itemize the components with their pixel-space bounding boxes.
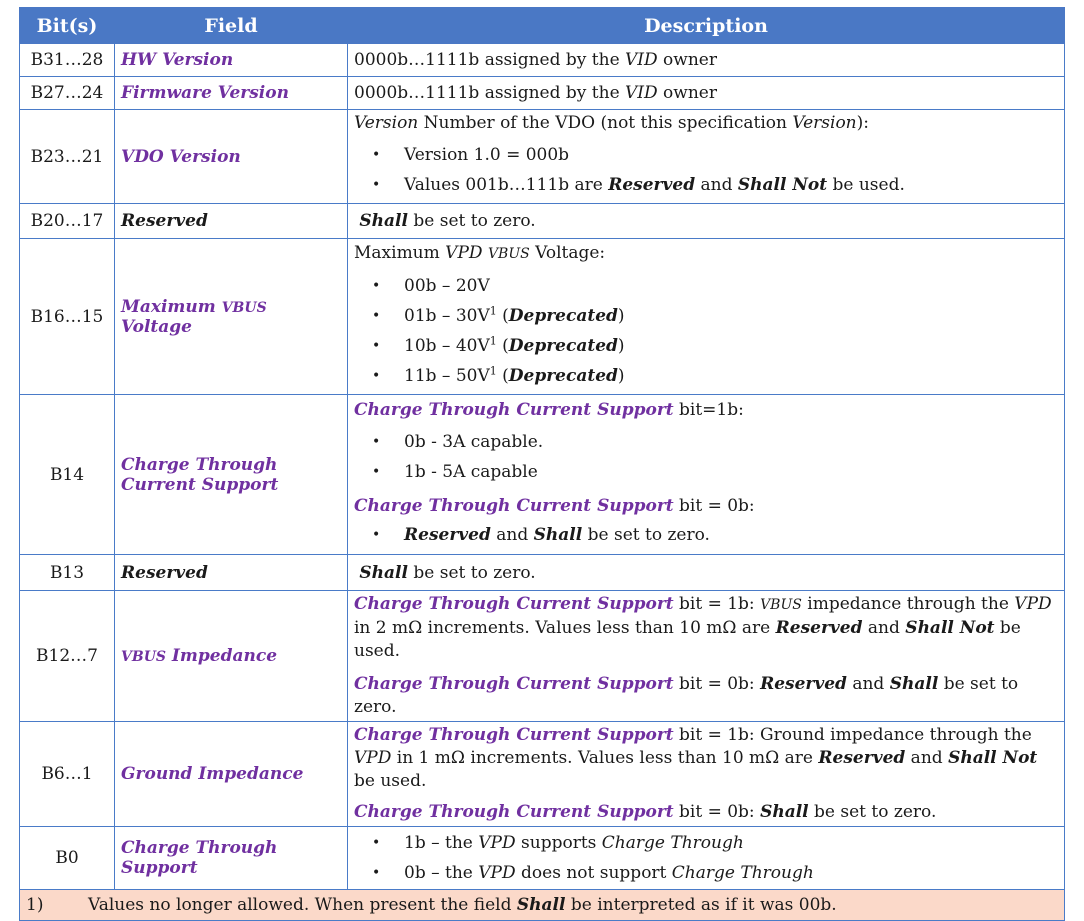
table-row	[20, 827, 1065, 890]
description-cell: Charge Through Current Support bit = 1b: Ground impedance through the VPD in 1 mΩ increments. Values less than 10 mΩ are Reserved and Shall Not be used. Charge Through Current Support bit = 0b: Shall be set to zero.	[348, 722, 1065, 827]
footnote: 1) Values no longer allowed. When present the field Shall be interpreted as if it was 00b.	[20, 890, 1065, 921]
bits-cell: B14	[20, 395, 115, 555]
header-bits: Bit(s)	[20, 8, 115, 44]
table-row	[20, 591, 1065, 722]
table-row	[20, 395, 1065, 555]
table-row	[20, 204, 1065, 239]
vdo-field-table	[19, 7, 1065, 921]
bits-cell: B13	[20, 555, 115, 591]
list-item: • Reserved and Shall be set to zero.	[372, 520, 1058, 550]
table-row	[20, 110, 1065, 204]
table-row	[20, 555, 1065, 591]
field-name: Charge Through Current Support	[115, 395, 348, 555]
field-name: Charge Through Support	[115, 827, 348, 890]
description-cell: Shall be set to zero.	[348, 555, 1065, 591]
bits-cell: B0	[20, 827, 115, 890]
bits-cell: B12…7	[20, 591, 115, 722]
list-item: • $10b - 40V^1$ (Deprecated)	[372, 331, 1058, 361]
description-cell	[348, 827, 1065, 890]
field-name: VBUS Impedance	[115, 591, 348, 722]
list-item: • 1b - 5A capable	[372, 457, 1058, 487]
field-name: Ground Impedance	[115, 722, 348, 827]
list-item: • 1b – the VPD supports Charge Through	[372, 828, 1058, 858]
table-row	[20, 77, 1065, 110]
table-row	[20, 239, 1065, 395]
header-description: Description	[348, 8, 1065, 44]
list-item: • $11b - 50V^1$ (Deprecated)	[372, 361, 1058, 391]
bits-cell: B23…21	[20, 110, 115, 204]
description-cell: Charge Through Current Support bit=1b: • 0b - 3A capable. • 1b - 5A capable Charge Through Current Support bit = 0b: • Reserved and Shall be set to zero.	[348, 395, 1065, 555]
header-row	[20, 8, 1065, 44]
list-item: • 00b – 20V	[372, 271, 1058, 301]
description-cell: Maximum VPD VBUS Voltage: • 00b – 20V • $01b - 30V^1$ (Deprecated) • $10b - 40V^1$ (Deprecated) • $11b - 50V^1$ (Deprecated)	[348, 239, 1065, 395]
list-item: • Version 1.0 = 000b	[372, 140, 1058, 170]
bits-cell: B31…28	[20, 44, 115, 77]
description-cell: Shall be set to zero.	[348, 204, 1065, 239]
description-cell: 0000b…1111b assigned by the VID owner	[348, 77, 1065, 110]
field-name: Firmware Version	[115, 77, 348, 110]
table-row	[20, 722, 1065, 827]
list-item: • 0b - 3A capable.	[372, 427, 1058, 457]
list-item: • 0b – the VPD does not support Charge Through	[372, 858, 1058, 888]
header-field: Field	[115, 8, 348, 44]
description-cell: Charge Through Current Support bit = 1b: VBUS impedance through the VPD in 2 mΩ increments. Values less than 10 mΩ are Reserved and Shall Not be used. Charge Through Current Support bit = 0b: Reserved and Shall be set to zero.	[348, 591, 1065, 722]
field-name: Maximum VBUS Voltage	[115, 239, 348, 395]
footnote-row	[20, 890, 1065, 921]
field-name: HW Version	[115, 44, 348, 77]
bits-cell: B20…17	[20, 204, 115, 239]
bits-cell: B27…24	[20, 77, 115, 110]
field-name: VDO Version	[115, 110, 348, 204]
bits-cell: B16…15	[20, 239, 115, 395]
bits-cell: B6…1	[20, 722, 115, 827]
list-item: • Values 001b…111b are Reserved and Shall Not be used.	[372, 170, 1058, 200]
table-row	[20, 44, 1065, 77]
description-cell: Version Number of the VDO (not this specification Version): • Version 1.0 = 000b • Values 001b…111b are Reserved and Shall Not be used.	[348, 110, 1065, 204]
field-name: Reserved	[115, 555, 348, 591]
field-name: Reserved	[115, 204, 348, 239]
description-cell: 0000b…1111b assigned by the VID owner	[348, 44, 1065, 77]
list-item: • $01b - 30V^1$ (Deprecated)	[372, 301, 1058, 331]
